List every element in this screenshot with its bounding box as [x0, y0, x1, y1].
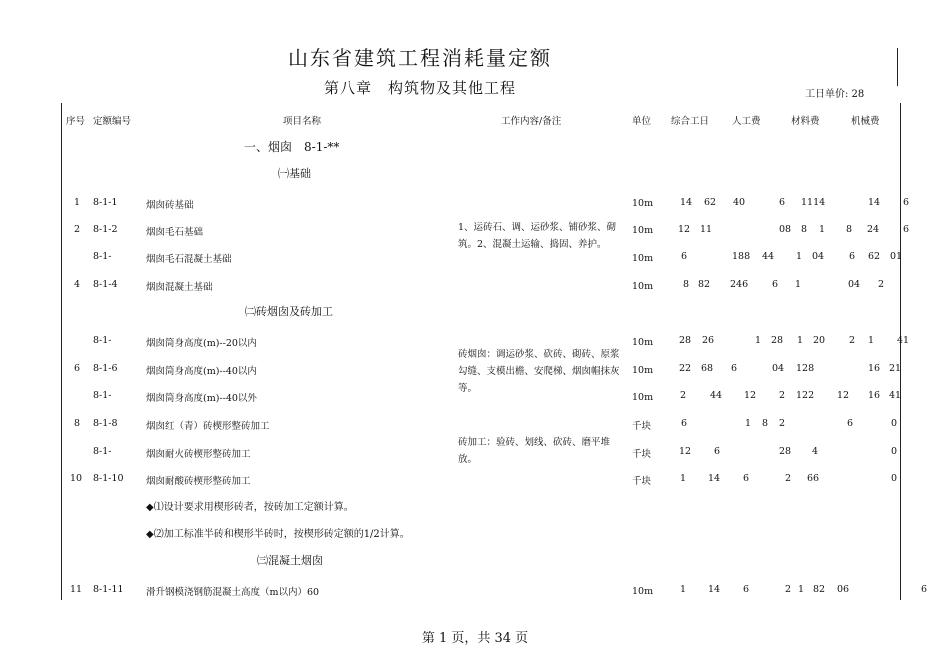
row-unit: 10m [632, 365, 654, 376]
row-name: 烟囱耐火砖楔形整砖加工 [146, 449, 251, 460]
chapter-title: 第八章 构筑物及其他工程 [323, 79, 516, 97]
work-content-foundation: 1、运砖石、调、运砂浆、铺砂浆、砌筑。2、混凝土运输、捣固、养护。 [458, 222, 617, 250]
row-value: 1 [680, 584, 687, 595]
row-value: 26 [702, 335, 715, 346]
row-value: 6 [921, 584, 928, 595]
row-value: 1 [795, 279, 802, 290]
row-seq: 8 [74, 418, 81, 429]
row-value: 2 [779, 418, 786, 429]
subsection-foundation: ㈠基础 [278, 167, 311, 180]
row-unit: 10m [632, 225, 654, 236]
row-seq: 6 [74, 363, 81, 374]
row-value: 0 [891, 446, 898, 457]
row-value: 04 [812, 251, 825, 262]
subsection-brick-chimney: ㈡砖烟囱及砖加工 [245, 305, 333, 318]
subsection-concrete-chimney: ㈢混凝土烟囱 [257, 554, 323, 567]
right-border [900, 103, 901, 600]
row-value: 1 [798, 584, 805, 595]
row-unit: 千块 [632, 449, 652, 460]
row-value: 44 [762, 251, 775, 262]
row-value: 6 [779, 197, 786, 208]
row-unit: 千块 [632, 476, 652, 487]
row-unit: 10m [632, 281, 654, 292]
row-value: 24 [867, 224, 880, 235]
row-value: 44 [710, 390, 723, 401]
row-value: 04 [772, 363, 785, 374]
row-value: 12 [678, 224, 691, 235]
row-value: 11 [700, 224, 713, 235]
row-value: 6 [849, 251, 856, 262]
col-seq: 序号 [66, 116, 86, 127]
col-code: 定额编号 [93, 116, 132, 127]
row-unit: 10m [632, 198, 654, 209]
row-value: 122 [796, 390, 815, 401]
row-value: 82 [698, 279, 711, 290]
row-unit: 10m [632, 253, 654, 264]
row-name: 烟囱红（青）砖楔形整砖加工 [146, 421, 270, 432]
col-work: 工作内容/备注 [501, 116, 562, 127]
row-value: 06 [837, 584, 850, 595]
row-value: 14 [680, 197, 693, 208]
row-value: 6 [714, 446, 721, 457]
row-name: 烟囱混凝土基础 [146, 282, 213, 293]
row-value: 20 [813, 335, 826, 346]
row-value: 1 [755, 335, 762, 346]
row-value: 08 [779, 224, 792, 235]
page-number: 第 1 页，共 34 页 [421, 631, 529, 646]
row-value: 12 [744, 390, 757, 401]
row-value: 128 [796, 363, 815, 374]
page-title: 山东省建筑工程消耗量定额 [288, 46, 552, 70]
row-seq: 10 [70, 473, 83, 484]
row-value: 0 [891, 418, 898, 429]
row-code: 8-1-8 [93, 418, 118, 429]
row-value: 1 [745, 418, 752, 429]
row-name: 烟囱筒身高度(m)--40以内 [146, 366, 257, 377]
row-value: 16 [868, 390, 881, 401]
col-material: 材料费 [791, 116, 820, 127]
work-content-brick-processing: 砖加工：验砖、划线、砍砖、磨平堆放。 [458, 437, 611, 465]
row-value: 6 [681, 251, 688, 262]
row-value: 1 [796, 251, 803, 262]
row-seq: 4 [74, 279, 81, 290]
row-code: 8-1- [93, 390, 112, 401]
row-value: 8 [801, 224, 808, 235]
row-value: 1 [680, 473, 687, 484]
row-value: 6 [743, 473, 750, 484]
row-value: 04 [848, 279, 861, 290]
row-value: 14 [868, 197, 881, 208]
row-value: 12 [679, 446, 692, 457]
row-seq: 11 [70, 584, 83, 595]
row-value: 6 [772, 279, 779, 290]
row-value: 6 [847, 418, 854, 429]
row-value: 0 [891, 473, 898, 484]
row-value: 41 [889, 390, 902, 401]
row-value: 2 [849, 335, 856, 346]
row-name: 烟囱毛石混凝土基础 [146, 254, 232, 265]
row-code: 8-1-10 [93, 473, 124, 484]
row-value: 62 [868, 251, 881, 262]
row-value: 82 [813, 584, 826, 595]
row-value: 6 [903, 224, 910, 235]
row-value: 62 [704, 197, 717, 208]
row-value: 6 [743, 584, 750, 595]
row-value: 8 [762, 418, 769, 429]
row-value: 12 [837, 390, 850, 401]
row-name: 烟囱毛石基础 [146, 227, 204, 238]
row-name: 滑升钢模浇钢筋混凝土高度（m以内）60 [146, 587, 320, 598]
right-edge-mark [897, 48, 898, 86]
row-code: 8-1- [93, 251, 112, 262]
row-value: 2 [785, 473, 792, 484]
row-value: 68 [701, 363, 714, 374]
col-unit: 单位 [632, 116, 652, 127]
row-value: 4 [812, 446, 819, 457]
row-code: 8-1-11 [93, 584, 124, 595]
row-seq: 2 [74, 224, 81, 235]
row-unit: 千块 [632, 421, 652, 432]
row-value: 8 [683, 279, 690, 290]
row-value: 16 [868, 363, 881, 374]
row-seq: 1 [74, 197, 81, 208]
row-value: 14 [708, 473, 721, 484]
row-name: 烟囱砖基础 [146, 200, 194, 211]
row-value: 1114 [801, 197, 826, 208]
row-value: 1 [797, 335, 804, 346]
row-value: 28 [771, 335, 784, 346]
col-name: 项目名称 [283, 116, 322, 127]
row-unit: 10m [632, 337, 654, 348]
row-value: 28 [779, 446, 792, 457]
row-code: 8-1-4 [93, 279, 118, 290]
col-workdays: 综合工日 [671, 116, 710, 127]
row-value: 41 [897, 335, 910, 346]
row-value: 6 [681, 418, 688, 429]
row-code: 8-1-2 [93, 224, 118, 235]
note-half-brick: ◆⑵加工标准半砖和楔形半砖时，按楔形砖定额的1/2计算。 [146, 529, 410, 540]
row-name: 烟囱耐酸砖楔形整砖加工 [146, 476, 251, 487]
row-value: 21 [889, 363, 902, 374]
row-value: 2 [680, 390, 687, 401]
row-code: 8-1-6 [93, 363, 118, 374]
row-value: 2 [785, 584, 792, 595]
left-border [61, 103, 62, 600]
col-labor: 人工费 [732, 116, 761, 127]
daily-rate: 工日单价: 28 [805, 89, 865, 100]
col-machine: 机械费 [851, 116, 880, 127]
row-value: 188 [732, 251, 751, 262]
row-value: 246 [730, 279, 749, 290]
row-value: 2 [878, 279, 885, 290]
row-value: 6 [903, 197, 910, 208]
row-unit: 10m [632, 586, 654, 597]
row-value: 2 [779, 390, 786, 401]
row-value: 28 [679, 335, 692, 346]
row-value: 40 [733, 197, 746, 208]
row-value: 1 [819, 224, 826, 235]
row-value: 14 [708, 584, 721, 595]
row-value: 66 [807, 473, 820, 484]
row-code: 8-1- [93, 335, 112, 346]
row-unit: 10m [632, 392, 654, 403]
row-value: 1 [868, 335, 875, 346]
row-value: 8 [846, 224, 853, 235]
row-code: 8-1- [93, 446, 112, 457]
work-content-brick-chimney: 砖烟囱：调运砂浆、砍砖、砌砖、原浆勾缝、支模出檐、安爬梯、烟囱帽抹灰等。 [458, 349, 620, 394]
row-name: 烟囱筒身高度(m)--40以外 [146, 393, 257, 404]
row-code: 8-1-1 [93, 197, 118, 208]
row-value: 6 [731, 363, 738, 374]
section-chimney: 一、烟囱 8-1-** [244, 140, 340, 154]
row-name: 烟囱筒身高度(m)--20以内 [146, 338, 257, 349]
row-value: 22 [679, 363, 692, 374]
note-wedge-brick: ◆⑴设计要求用楔形砖者，按砖加工定额计算。 [146, 502, 354, 513]
row-value: 01 [890, 251, 903, 262]
